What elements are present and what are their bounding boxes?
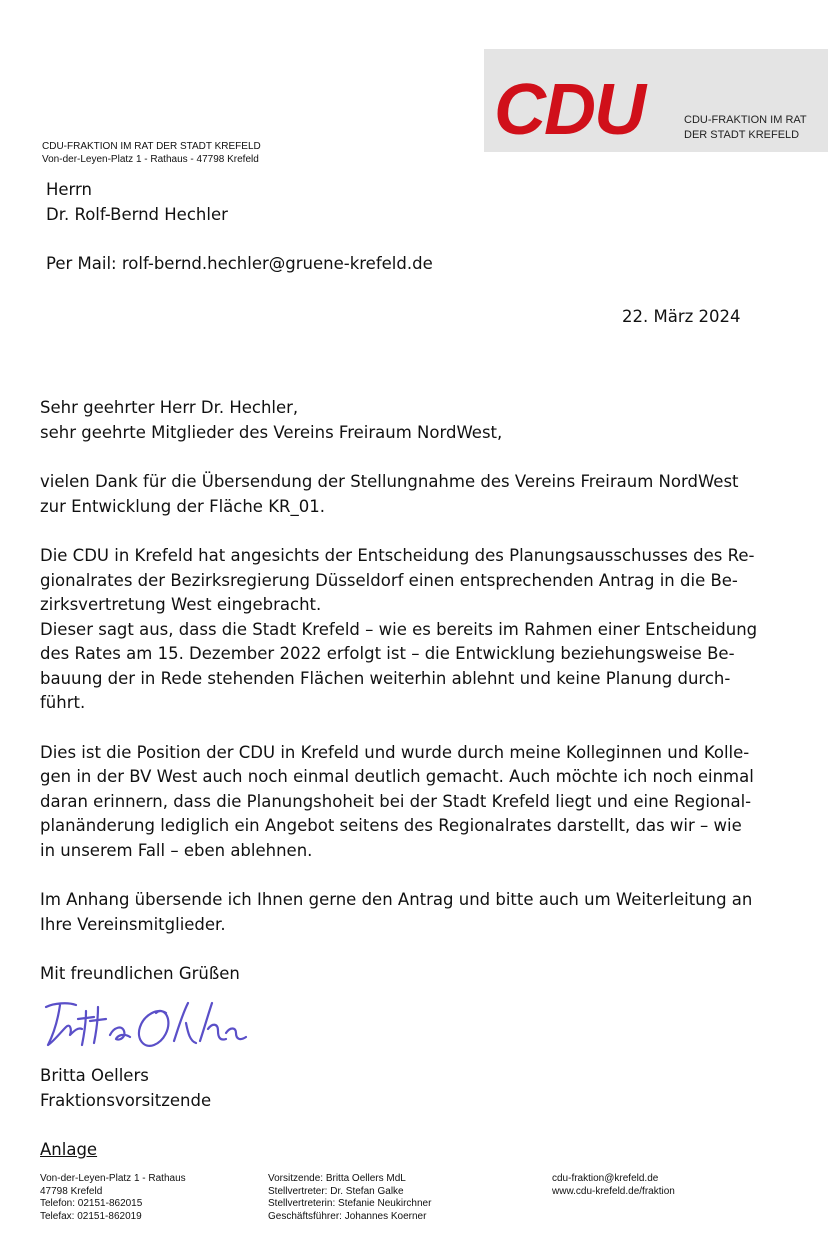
sender-line: CDU-FRAKTION IM RAT DER STADT KREFELD <box>42 141 261 152</box>
paragraph-line: planänderung lediglich ein Angebot seitens des Regionalrates darstellt, das wir – wie <box>40 816 742 835</box>
signer-block <box>40 1063 211 1113</box>
footer-contact <box>552 1173 675 1198</box>
closing-line: Mit freundlichen Grüßen <box>40 964 240 983</box>
paragraph-line: Ihre Vereinsmitglieder. <box>40 914 226 934</box>
paragraph-line: gen in der BV West auch noch einmal deutlich gemacht. Auch möchte ich noch einmal <box>40 767 754 786</box>
cdu-logo: CDU <box>494 70 644 150</box>
footer-board <box>268 1173 431 1223</box>
footer-website[interactable]: www.cdu-krefeld.de/fraktion <box>552 1185 675 1197</box>
letter-date: 22. März 2024 <box>622 307 741 326</box>
footer-line: Von-der-Leyen-Platz 1 - Rathaus <box>40 1173 186 1184</box>
paragraph-line: zur Entwicklung der Fläche KR_01. <box>40 496 325 516</box>
footer-line: Vorsitzende: Britta Oellers MdL <box>268 1173 406 1184</box>
footer-line: Geschäftsführer: Johannes Koerner <box>268 1210 427 1222</box>
paragraph-line: Dieser sagt aus, dass die Stadt Krefeld – wie es bereits im Rahmen einer Entscheidung <box>40 619 758 639</box>
footer-line: Telefon: 02151-862015 <box>40 1198 143 1209</box>
paragraph-line: des Rates am 15. Dezember 2022 erfolgt ist – die Entwicklung beziehungsweise Be- <box>40 644 735 663</box>
sender-line: Von-der-Leyen-Platz 1 - Rathaus - 47798 Krefeld <box>42 154 259 165</box>
footer-address <box>40 1173 186 1223</box>
paragraph-line: in unserem Fall – eben ablehnen. <box>40 840 313 860</box>
paragraph-line: zirksvertretung West eingebracht. <box>40 595 322 614</box>
sender-address <box>42 140 261 166</box>
footer-line: Stellvertreterin: Stefanie Neukirchner <box>268 1198 432 1209</box>
logo-subtitle <box>684 113 807 143</box>
recipient-name: Dr. Rolf-Bernd Hechler <box>46 205 228 224</box>
letter-body <box>40 396 770 987</box>
paragraph-line: Dies ist die Position der CDU in Krefeld und wurde durch meine Kolleginnen und Kolle- <box>40 742 750 762</box>
footer-line: Stellvertreter: Dr. Stefan Galke <box>268 1185 404 1197</box>
paragraph-line: Im Anhang übersende ich Ihnen gerne den Antrag und bitte auch um Weiterleitung an <box>40 890 753 909</box>
greeting-line: sehr geehrte Mitglieder des Vereins Freiraum NordWest, <box>40 422 503 442</box>
signer-role: Fraktionsvorsitzende <box>40 1091 212 1110</box>
recipient-address <box>46 177 228 227</box>
recipient-salutation: Herrn <box>46 180 93 199</box>
paragraph-line: bauung der in Rede stehenden Flächen weiterhin ablehnt und keine Planung durch- <box>40 668 731 688</box>
recipient-mail: Per Mail: rolf-bernd.hechler@gruene-krefeld.de <box>46 254 433 273</box>
logo-subtitle-line: DER STADT KREFELD <box>684 129 800 141</box>
handwritten-signature <box>40 993 270 1063</box>
attachment-label: Anlage <box>40 1140 98 1159</box>
paragraph-line: Die CDU in Krefeld hat angesichts der Entscheidung des Planungsausschusses des Re- <box>40 546 755 565</box>
paragraph-line: vielen Dank für die Übersendung der Stellungnahme des Vereins Freiraum NordWest <box>40 472 739 491</box>
greeting-line: Sehr geehrter Herr Dr. Hechler, <box>40 398 299 417</box>
logo-subtitle-line: CDU-FRAKTION IM RAT <box>684 114 807 126</box>
footer-line: Telefax: 02151-862019 <box>40 1210 142 1222</box>
signer-name: Britta Oellers <box>40 1066 149 1085</box>
paragraph-line: gionalrates der Bezirksregierung Düsseldorf einen entsprechenden Antrag in die Be- <box>40 570 738 590</box>
paragraph-line: daran erinnern, dass die Planungshoheit bei der Stadt Krefeld liegt und eine Regional- <box>40 791 752 811</box>
footer-line: 47798 Krefeld <box>40 1185 103 1197</box>
paragraph-line: führt. <box>40 693 86 712</box>
footer-email[interactable]: cdu-fraktion@krefeld.de <box>552 1173 659 1184</box>
